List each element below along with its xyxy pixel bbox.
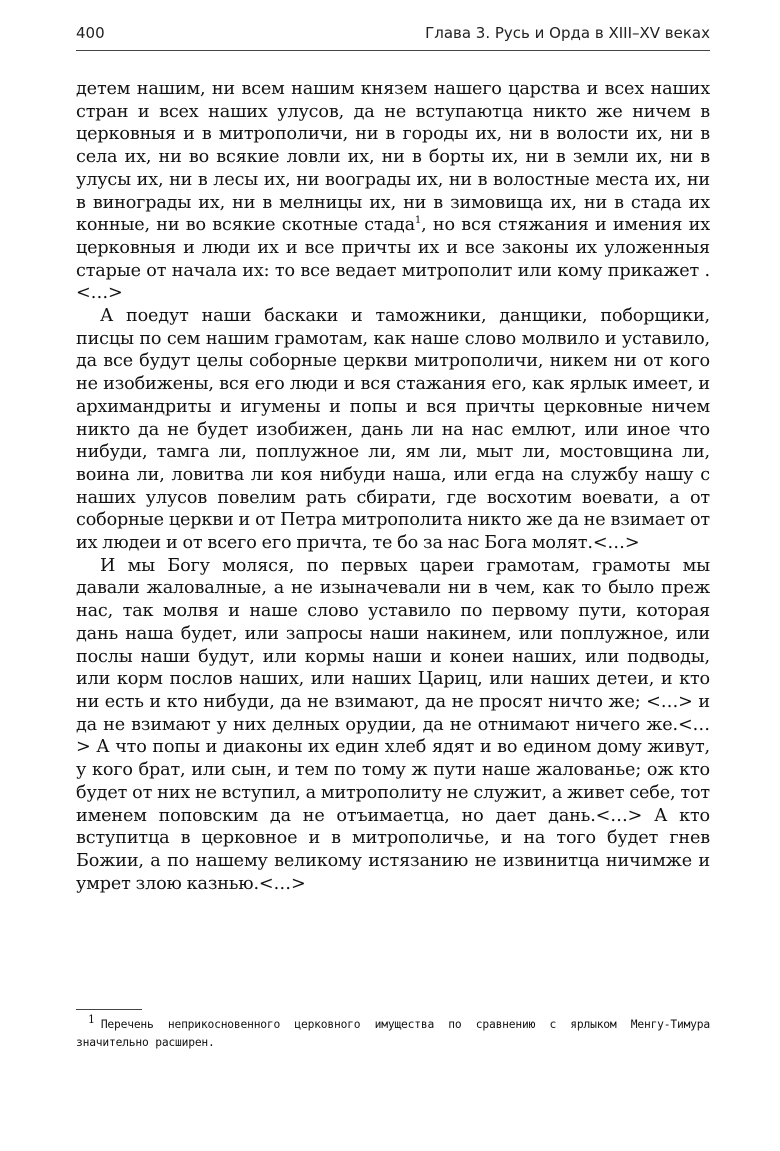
paragraph-2: А поедут наши баскаки и таможники, данщики, поборщики, писцы по сем нашим грамотам, как наше слово молвило и уставило, да все будут целы соборные церкви митрополичи, никем ни от кого не изобижены, вся его люди и вся стажания его, как ярлык имеет, и архимандриты и игумены и попы и вся причты церковные ничем никто да не будет изобижен, дань ли на нас емлют, или иное что нибуди, тамга ли, поплужное ли, ям ли, мыт ли, мостовщина ли, воина ли, ловитва ли коя нибуди наша, или егда на службу нашу с наших улусов повелим рать сбирати, где восхотим воевати, а от соборные церкви и от Петра митрополита никто же да не взимает от их людеи и от всего его причта, те бо за нас Бога молят.<…> <box>76 306 710 554</box>
footnote-text: Перечень неприкосновенного церковного имущества по сравнению с ярлыком Менгу-Тимура значительно расширен. <box>76 1018 710 1049</box>
paragraph-1-text-a: детем нашим, ни всем нашим князем нашего царства и всех наших стран и всех наших улусов, да не вступаютца никто же ничем в церковныя и в митрополичи, ни в городы их, ни в волости их, ни в села их, ни во всякие ловли их, ни в борты их, ни в земли их, ни в улусы их, ни в лесы их, ни воограды их, ни в волостные места их, ни в винограды их, ни в мелницы их, ни в зимовища их, ни в стада их конные, ни во всякие скотные стада <box>76 79 710 236</box>
main-text <box>76 78 710 895</box>
footnote <box>76 1013 710 1052</box>
footnote-reference[interactable]: 1 <box>414 215 422 227</box>
paragraph-1 <box>76 78 710 305</box>
footnote-number: 1 <box>88 1013 95 1027</box>
paragraph-3: И мы Богу моляся, по первых цареи грамотам, грамоты мы давали жаловалные, а не изыначевали ни в чем, как то было преж нас, так молвя и наше слово уставило по первому пути, которая дань наша будет, или запросы наши накинем, или поплужное, или послы наши будут, или кормы наши и конеи наших, или подводы, или корм послов наших, или наших Цариц, или наших детеи, и кто ни есть и кто нибуди, да не взимают, да не просят ничто же; <…> и да не взимают у них делных орудии, да не отнимают ничего же.<…> А что попы и диаконы их един хлеб ядят и во едином дому живут, у кого брат, или сын, и тем по тому ж пути наше жалованье; ож кто будет от них не вступил, а митрополиту не служит, а живет себе, тот именем поповским да не отъимаетца, но дает дань.<…> А кто вступитца в церковное и в митрополичье, и на того будет гнев Божии, а по нашему великому истязанию не извинитца ничимже и умрет злою казнью.<…> <box>76 555 710 894</box>
page-header <box>76 22 710 48</box>
running-title: Глава 3. Русь и Орда в XIII–XV веках <box>425 24 710 42</box>
header-rule <box>76 50 710 51</box>
page-number: 400 <box>76 24 105 42</box>
paragraph-1-text-b: , но вся стяжания и имения их церковныя и люди их и все причты их и все законы их уложенныя старые от начала их: то все ведает митрополит или кому прикажет .<…> <box>76 215 710 304</box>
footnote-rule <box>76 1009 142 1010</box>
